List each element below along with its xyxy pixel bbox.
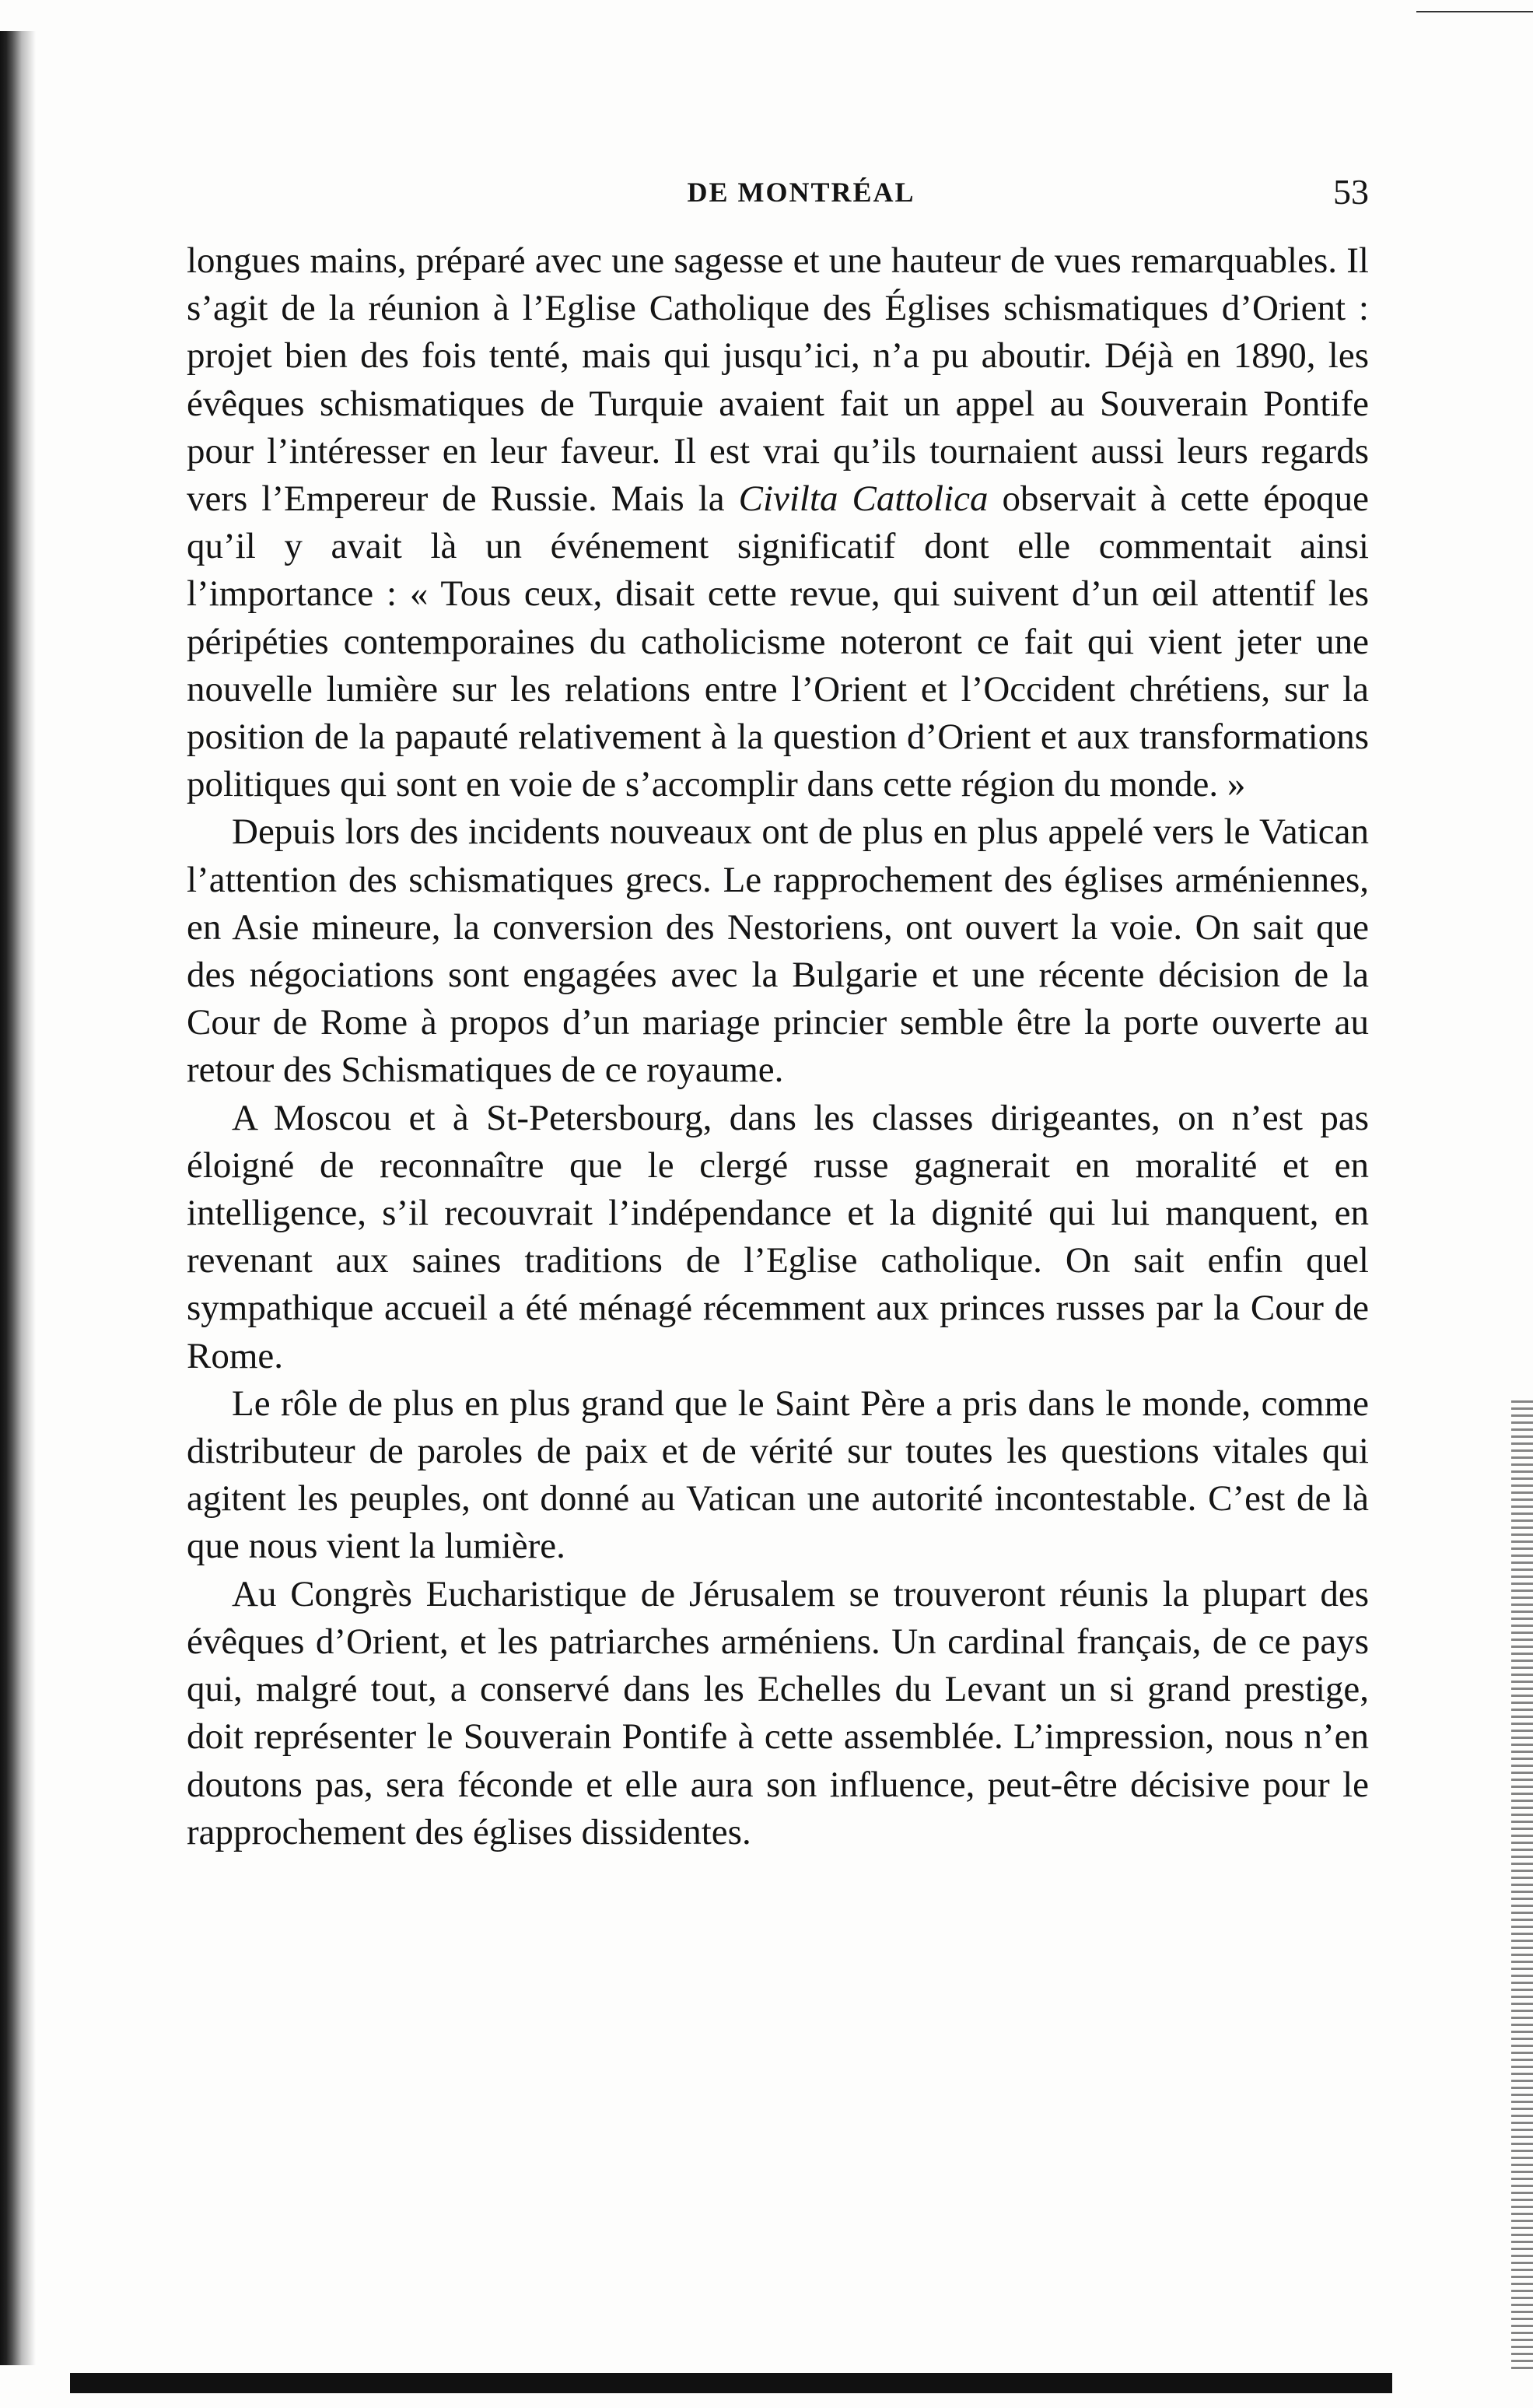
body-text [187, 237, 1369, 1856]
paragraph-1-text-b: observait à cette époque qu’il y avait là un événement significatif dont elle commentait ainsi l’importance : « Tous ceux, disait cette revue, qui suivent d’un œil attentif les péripéties contemporaines du catholicisme noteront ce fait qui vient jeter une nouvelle lumière sur les relations entre l’Orient et l’Occident chrétiens, sur la position de la papauté relativement à la question d’Orient et aux transformations politiques qui sont en voie de s’accomplir dans cette région du monde. » [187, 478, 1369, 805]
running-head: DE MONTRÉAL [687, 177, 915, 208]
scan-mark-top [1416, 11, 1533, 12]
page-number: 53 [1333, 172, 1369, 212]
paragraph-4: Le rôle de plus en plus grand que le Saint Père a pris dans le monde, comme distributeur de paroles de paix et de vérité sur toutes les questions vitales qui agitent les peuples, ont donné au Vatican une autorité incontestable. C’est de là que nous vient la lumière. [187, 1383, 1369, 1567]
paragraph-1-text-a: longues mains, préparé avec une sagesse et une hauteur de vues remarquables. Il s’agit de la réunion à l’Eglise Catholique des Églises schismatiques d’Orient : projet bien des fois tenté, mais qui jusqu’ici, n’a pu aboutir. Déjà en 1890, les évêques schismatiques de Turquie avaient fait un appel au Souverain Pontife pour l’intéresser en leur faveur. Il est vrai qu’ils tournaient aussi leurs regards vers l’Empereur de Russie. Mais la [187, 240, 1369, 520]
paragraph-5: Au Congrès Eucharistique de Jérusalem se trouveront réunis la plupart des évêques d’Orient, et les patriarches arméniens. Un cardinal français, de ce pays qui, malgré tout, a conservé dans les Echelles du Levant un si grand prestige, doit représenter le Souverain Pontife à cette assemblée. L’impression, nous n’en doutons pas, sera féconde et elle aura son influence, peut-être décisive pour le rapprochement des églises dissidentes. [187, 1573, 1369, 1852]
page-header [187, 171, 1369, 218]
scan-mark-bottom [70, 2373, 1392, 2393]
paragraph-2: Depuis lors des incidents nouveaux ont de plus en plus appelé vers le Vatican l’attention des schismatiques grecs. Le rapprochement des églises arméniennes, en Asie mineure, la conversion des Nestoriens, ont ouvert la voie. On sait que des négociations sont engagées avec la Bulgarie et une récente décision de la Cour de Rome à propos d’un mariage princier semble être la porte ouverte au retour des Schismatiques de ce royaume. [187, 811, 1369, 1091]
paragraph-3: A Moscou et à St-Petersbourg, dans les classes dirigeantes, on n’est pas éloigné de reconnaître que le clergé russe gagnerait en moralité et en intelligence, s’il recouvrait l’indépendance et la dignité qui lui manquent, en revenant aux saines traditions de l’Eglise catholique. On sait enfin quel sympathique accueil a été ménagé récemment aux princes russes par la Cour de Rome. [187, 1097, 1369, 1376]
binding-shadow [0, 31, 36, 2365]
journal-title: Civilta Cattolica [738, 478, 989, 520]
paragraph-1 [187, 237, 1369, 808]
scan-edge-right [1511, 1400, 1533, 2373]
